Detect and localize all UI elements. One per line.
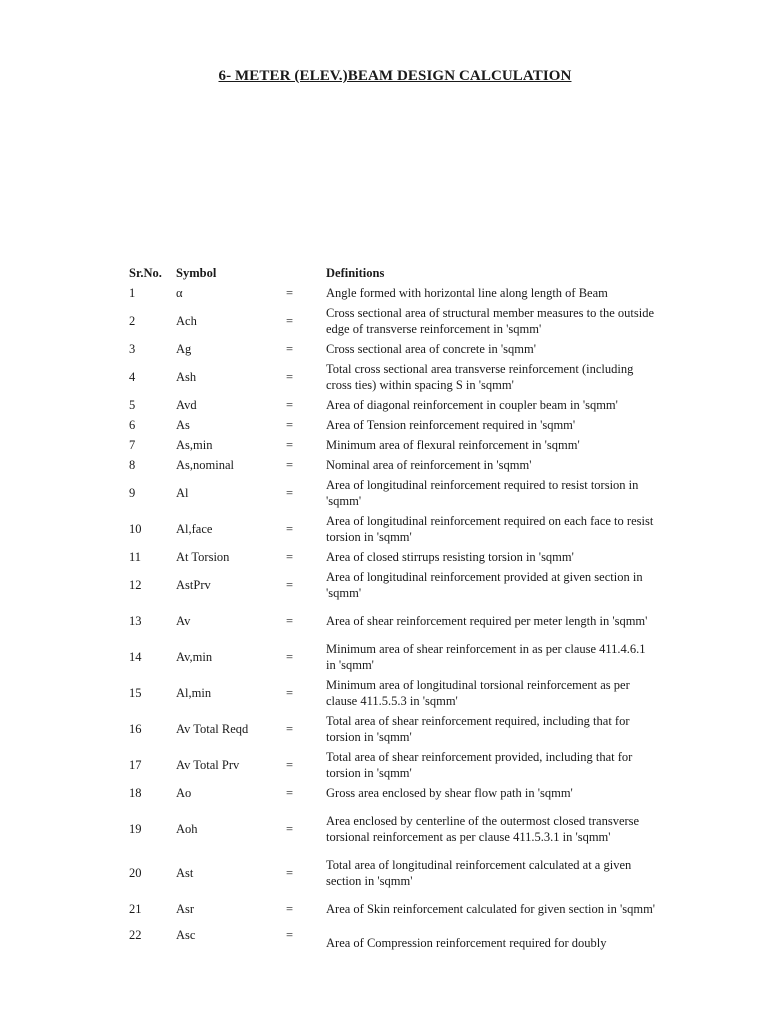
row-definition: Area of diagonal reinforcement in coupler beam in 'sqmm' <box>326 398 618 412</box>
row-symbol: Ag <box>176 342 192 356</box>
table-row <box>129 511 669 547</box>
row-equals: = <box>286 314 294 328</box>
header-sr-no: Sr.No. <box>129 266 162 280</box>
row-definition: Area of longitudinal reinforcement required to resist torsion in 'sqmm' <box>326 478 639 508</box>
table-row <box>129 339 669 359</box>
row-number: 10 <box>129 522 142 536</box>
table-row <box>129 395 669 415</box>
row-definition: Total area of longitudinal reinforcement calculated at a given section in 'sqmm' <box>326 858 632 888</box>
row-number: 18 <box>129 786 142 800</box>
row-equals: = <box>286 398 294 412</box>
row-symbol: Av Total Prv <box>176 758 240 772</box>
row-definition: Area of Tension reinforcement required in 'sqmm' <box>326 418 576 432</box>
row-number: 19 <box>129 822 142 836</box>
row-symbol: Av Total Reqd <box>176 722 249 736</box>
row-definition: Area enclosed by centerline of the outermost closed transverse torsional reinforcement as per clause 411.5.3.1 in 'sqmm' <box>326 814 640 844</box>
table-row <box>129 803 669 855</box>
row-number: 21 <box>129 902 142 916</box>
table-row <box>129 547 669 567</box>
row-symbol: Asc <box>176 928 196 942</box>
row-definition: Cross sectional area of structural member measures to the outside edge of transverse reinforcement in 'sqmm' <box>326 306 655 336</box>
row-equals: = <box>286 822 294 836</box>
row-symbol: Ast <box>176 866 194 880</box>
table-row <box>129 359 669 395</box>
table-row <box>129 747 669 783</box>
row-symbol: Ao <box>176 786 192 800</box>
row-number: 2 <box>129 314 136 328</box>
table-row <box>129 415 669 435</box>
row-definition: Area of closed stirrups resisting torsion in 'sqmm' <box>326 550 574 564</box>
row-equals: = <box>286 286 294 300</box>
row-number: 14 <box>129 650 142 664</box>
table-row <box>129 675 669 711</box>
row-definition: Area of longitudinal reinforcement provided at given section in 'sqmm' <box>326 570 643 600</box>
row-equals: = <box>286 866 294 880</box>
row-symbol: Al,min <box>176 686 212 700</box>
row-symbol: Al <box>176 486 189 500</box>
definitions-table <box>129 263 669 963</box>
row-equals: = <box>286 902 294 916</box>
table-row <box>129 603 669 639</box>
header-definitions: Definitions <box>326 266 385 280</box>
row-number: 12 <box>129 578 142 592</box>
table-row <box>129 303 669 339</box>
row-definition: Nominal area of reinforcement in 'sqmm' <box>326 458 532 472</box>
row-number: 1 <box>129 286 136 300</box>
row-definition: Area of shear reinforcement required per meter length in 'sqmm' <box>326 614 648 628</box>
header-symbol: Symbol <box>176 266 217 280</box>
row-equals: = <box>286 370 294 384</box>
page-title: 6- METER (ELEV.)BEAM DESIGN CALCULATION <box>218 68 572 84</box>
table-row <box>129 855 669 891</box>
row-symbol: Aoh <box>176 822 198 836</box>
row-equals: = <box>286 722 294 736</box>
row-equals: = <box>286 486 294 500</box>
row-equals: = <box>286 758 294 772</box>
row-number: 22 <box>129 928 142 942</box>
table-row <box>129 475 669 511</box>
table-row <box>129 455 669 475</box>
row-equals: = <box>286 522 294 536</box>
row-symbol: α <box>176 286 183 300</box>
row-number: 13 <box>129 614 142 628</box>
row-definition: Gross area enclosed by shear flow path in 'sqmm' <box>326 786 573 800</box>
row-number: 9 <box>129 486 136 500</box>
row-equals: = <box>286 650 294 664</box>
row-definition: Area of Compression reinforcement required for doubly <box>326 936 607 950</box>
row-symbol: Av,min <box>176 650 213 664</box>
row-symbol: As,min <box>176 438 213 452</box>
row-symbol: At Torsion <box>176 550 230 564</box>
row-number: 11 <box>129 550 142 564</box>
row-symbol: Asr <box>176 902 195 916</box>
row-equals: = <box>286 550 294 564</box>
row-number: 16 <box>129 722 142 736</box>
table-row <box>129 927 669 963</box>
row-number: 8 <box>129 458 136 472</box>
row-definition: Angle formed with horizontal line along length of Beam <box>326 286 608 300</box>
table-row <box>129 435 669 455</box>
row-symbol: As <box>176 418 190 432</box>
row-number: 4 <box>129 370 136 384</box>
table-header-row <box>129 263 669 283</box>
row-definition: Total cross sectional area transverse reinforcement (including cross ties) within spacing S in 'sqmm' <box>326 362 634 392</box>
row-symbol: As,nominal <box>176 458 234 472</box>
table-row <box>129 783 669 803</box>
row-definition: Area of Skin reinforcement calculated for given section in 'sqmm' <box>326 902 656 916</box>
row-symbol: Ach <box>176 314 197 328</box>
row-symbol: AstPrv <box>176 578 211 592</box>
row-number: 17 <box>129 758 142 772</box>
row-number: 6 <box>129 418 136 432</box>
table-row <box>129 567 669 603</box>
row-equals: = <box>286 438 294 452</box>
row-definition: Area of longitudinal reinforcement required on each face to resist torsion in 'sqmm' <box>326 514 654 544</box>
row-equals: = <box>286 928 294 942</box>
row-symbol: Av <box>176 614 191 628</box>
row-equals: = <box>286 614 294 628</box>
row-equals: = <box>286 686 294 700</box>
row-symbol: Al,face <box>176 522 213 536</box>
row-symbol: Avd <box>176 398 197 412</box>
row-number: 15 <box>129 686 142 700</box>
row-equals: = <box>286 786 294 800</box>
row-equals: = <box>286 458 294 472</box>
row-number: 20 <box>129 866 142 880</box>
row-number: 5 <box>129 398 136 412</box>
row-definition: Minimum area of flexural reinforcement in 'sqmm' <box>326 438 580 452</box>
row-equals: = <box>286 342 294 356</box>
table-row <box>129 711 669 747</box>
table-row <box>129 283 669 303</box>
row-definition: Total area of shear reinforcement required, including that for torsion in 'sqmm' <box>326 714 630 744</box>
row-equals: = <box>286 578 294 592</box>
row-definition: Total area of shear reinforcement provided, including that for torsion in 'sqmm' <box>326 750 633 780</box>
row-equals: = <box>286 418 294 432</box>
row-definition: Minimum area of longitudinal torsional reinforcement as per clause 411.5.5.3 in 'sqmm' <box>326 678 630 708</box>
row-definition: Minimum area of shear reinforcement in as per clause 411.4.6.1 in 'sqmm' <box>326 642 646 672</box>
table-row <box>129 891 669 927</box>
row-definition: Cross sectional area of concrete in 'sqmm' <box>326 342 536 356</box>
row-number: 7 <box>129 438 136 452</box>
table-body <box>129 283 669 963</box>
row-symbol: Ash <box>176 370 197 384</box>
row-number: 3 <box>129 342 136 356</box>
table-row <box>129 639 669 675</box>
